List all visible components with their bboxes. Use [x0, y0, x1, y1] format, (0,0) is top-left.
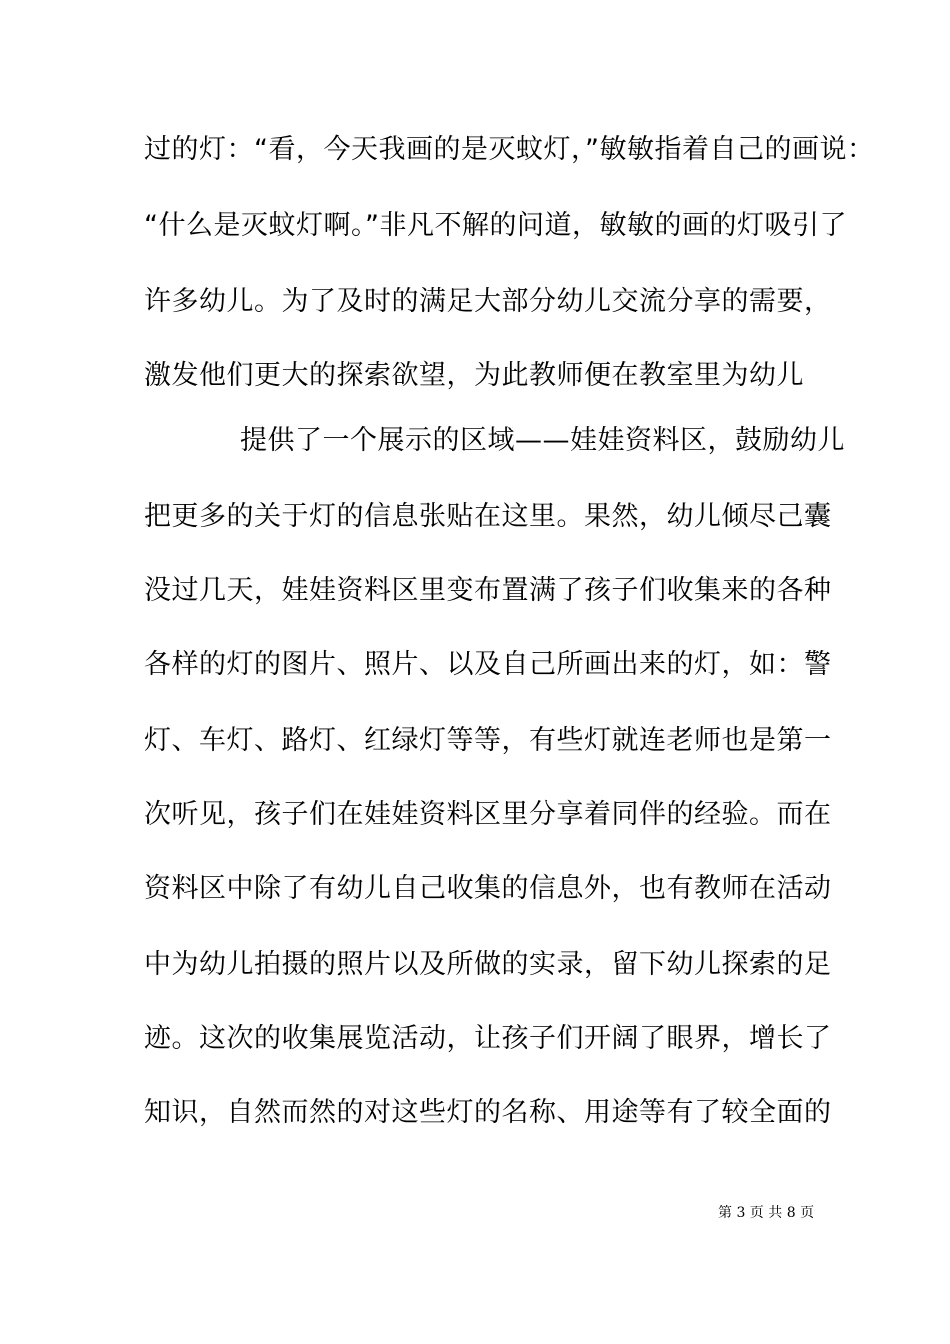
body-text-line: 许多幼儿。为了及时的满足大部分幼儿交流分享的需要， — [144, 286, 832, 317]
body-text-line: 次听见，孩子们在娃娃资料区里分享着同伴的经验。而在 — [144, 799, 832, 830]
body-text-line: 灯、车灯、路灯、红绿灯等等，有些灯就连老师也是第一 — [144, 725, 832, 756]
page-number-footer: 第 3 页 共 8 页 — [718, 1205, 815, 1221]
body-text-line: 没过几天，娃娃资料区里变布置满了孩子们收集来的各种 — [144, 575, 832, 606]
body-text-line: 各样的灯的图片、照片、以及自己所画出来的灯，如：警 — [144, 649, 832, 680]
body-text-line: 过的灯：“看，今天我画的是灭蚊灯，”敏敏指着自己的画说： — [144, 134, 875, 165]
body-text-line: 提供了一个展示的区域——娃娃资料区，鼓励幼儿 — [240, 425, 845, 456]
body-text-line: 知识，自然而然的对这些灯的名称、用途等有了较全面的 — [144, 1097, 832, 1128]
body-text-line: 资料区中除了有幼儿自己收集的信息外，也有教师在活动 — [144, 873, 832, 904]
body-text-line: “什么是灭蚊灯啊。”非凡不解的问道，敏敏的画的灯吸引了 — [144, 210, 847, 241]
body-text-line: 激发他们更大的探索欲望，为此教师便在教室里为幼儿 — [144, 360, 804, 391]
body-text-line: 中为幼儿拍摄的照片以及所做的实录，留下幼儿探索的足 — [144, 949, 832, 980]
body-text-line: 把更多的关于灯的信息张贴在这里。果然，幼儿倾尽己囊 — [144, 501, 832, 532]
body-text-line: 迹。这次的收集展览活动，让孩子们开阔了眼界，增长了 — [144, 1023, 832, 1054]
